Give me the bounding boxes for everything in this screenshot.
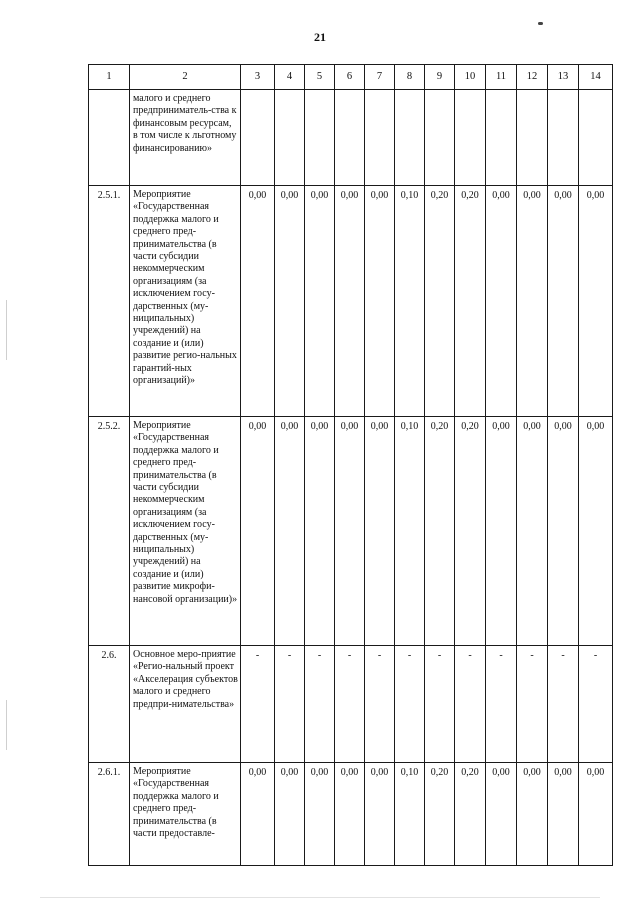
value-cell: 0,00 [241, 186, 275, 417]
value-cell: - [241, 646, 275, 763]
value-cell: - [305, 646, 335, 763]
header-cell: 3 [241, 65, 275, 90]
scan-margin-mark [6, 300, 7, 360]
value-cell [517, 90, 548, 186]
value-cell: 0,00 [241, 763, 275, 866]
value-cell: 0,00 [305, 417, 335, 646]
row-description: Основное меро-приятие «Регио-нальный проект «Акселерация субъектов малого и среднего предпри-нимательства» [130, 646, 241, 763]
table-row [89, 646, 613, 763]
table-row [89, 763, 613, 866]
value-cell: 0,20 [455, 417, 486, 646]
value-cell: 0,20 [455, 186, 486, 417]
row-description: Мероприятие «Государственная поддержка малого и среднего пред-принимательства (в части предоставле- [130, 763, 241, 866]
value-cell: 0,00 [548, 763, 579, 866]
scan-speck [538, 22, 543, 25]
value-cell: 0,00 [517, 763, 548, 866]
value-cell [365, 90, 395, 186]
scan-margin-mark [6, 700, 7, 750]
value-cell: 0,00 [365, 763, 395, 866]
value-cell: 0,00 [579, 417, 613, 646]
value-cell: 0,00 [579, 186, 613, 417]
value-cell: - [365, 646, 395, 763]
value-cell: 0,00 [305, 763, 335, 866]
value-cell: 0,20 [455, 763, 486, 866]
row-number: 2.6. [89, 646, 130, 763]
row-description: Мероприятие «Государственная поддержка малого и среднего пред-принимательства (в части субсидии некоммерческим организациям (за исключением госу-дарственных (му-ниципальных) учреждений) на создание и (или) развитие микрофи-нансовой организации)» [130, 417, 241, 646]
value-cell: 0,00 [486, 417, 517, 646]
value-cell: 0,10 [395, 186, 425, 417]
header-cell: 5 [305, 65, 335, 90]
value-cell: 0,00 [335, 417, 365, 646]
value-cell: - [425, 646, 455, 763]
table-row [89, 186, 613, 417]
value-cell [579, 90, 613, 186]
header-cell: 2 [130, 65, 241, 90]
header-cell: 10 [455, 65, 486, 90]
row-number: 2.5.1. [89, 186, 130, 417]
value-cell [275, 90, 305, 186]
value-cell: 0,10 [395, 417, 425, 646]
header-cell: 13 [548, 65, 579, 90]
row-number: 2.5.2. [89, 417, 130, 646]
value-cell: - [455, 646, 486, 763]
value-cell: 0,00 [275, 417, 305, 646]
header-cell: 4 [275, 65, 305, 90]
value-cell [425, 90, 455, 186]
value-cell: - [275, 646, 305, 763]
value-cell [335, 90, 365, 186]
value-cell: 0,00 [335, 186, 365, 417]
header-cell: 6 [335, 65, 365, 90]
value-cell: 0,00 [305, 186, 335, 417]
value-cell: 0,20 [425, 417, 455, 646]
value-cell: 0,00 [517, 417, 548, 646]
table-header-row [89, 65, 613, 90]
value-cell [455, 90, 486, 186]
value-cell: - [335, 646, 365, 763]
header-cell: 12 [517, 65, 548, 90]
value-cell: 0,00 [548, 186, 579, 417]
indicator-table [88, 64, 613, 866]
table-row [89, 90, 613, 186]
value-cell [305, 90, 335, 186]
value-cell: 0,00 [335, 763, 365, 866]
header-cell: 11 [486, 65, 517, 90]
value-cell: 0,00 [365, 417, 395, 646]
header-cell: 14 [579, 65, 613, 90]
value-cell: 0,00 [548, 417, 579, 646]
value-cell: 0,00 [275, 186, 305, 417]
value-cell [548, 90, 579, 186]
value-cell: 0,10 [395, 763, 425, 866]
value-cell: - [395, 646, 425, 763]
value-cell: 0,00 [365, 186, 395, 417]
header-cell: 9 [425, 65, 455, 90]
value-cell [241, 90, 275, 186]
value-cell: - [486, 646, 517, 763]
value-cell [486, 90, 517, 186]
value-cell: 0,00 [486, 763, 517, 866]
header-cell: 1 [89, 65, 130, 90]
page-number: 21 [314, 30, 326, 44]
value-cell: - [517, 646, 548, 763]
scan-bottom-edge [40, 897, 600, 898]
value-cell: 0,00 [275, 763, 305, 866]
value-cell: 0,00 [517, 186, 548, 417]
row-number: 2.6.1. [89, 763, 130, 866]
header-cell: 8 [395, 65, 425, 90]
value-cell [395, 90, 425, 186]
value-cell: - [548, 646, 579, 763]
row-number [89, 90, 130, 186]
table-row [89, 417, 613, 646]
header-cell: 7 [365, 65, 395, 90]
value-cell: 0,20 [425, 186, 455, 417]
value-cell: - [579, 646, 613, 763]
value-cell: 0,00 [241, 417, 275, 646]
row-description: малого и среднего предприниматель-ства к финансовым ресурсам, в том числе к льготному финансированию» [130, 90, 241, 186]
row-description: Мероприятие «Государственная поддержка малого и среднего пред-принимательства (в части субсидии некоммерческим организациям (за исключением госу-дарственных (му-ниципальных) учреждений) на создание и (или) развитие регио-нальных гарантий-ных организаций)» [130, 186, 241, 417]
value-cell: 0,00 [579, 763, 613, 866]
value-cell: 0,00 [486, 186, 517, 417]
value-cell: 0,20 [425, 763, 455, 866]
